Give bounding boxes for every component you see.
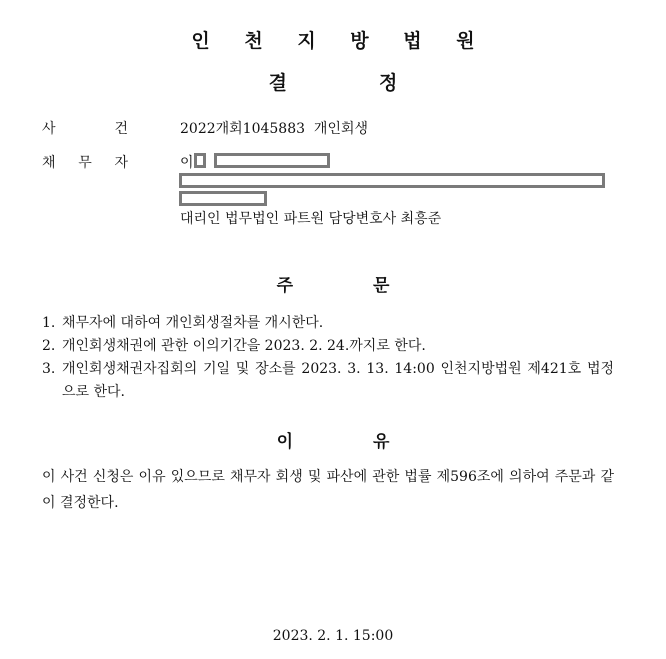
decision-date: 2023. 2. 1. 15:00	[272, 628, 394, 644]
reason-text: 이 사건 신청은 이유 있으므로 채무자 회생 및 파산에 관한 법률 제596조에 의하여 주문과 같이 결정한다.	[42, 469, 614, 511]
debtor-agent: 대리인 법무법인 파트원 담당변호사 최흥준	[180, 211, 442, 227]
debtor-name-visible: 이	[180, 155, 194, 171]
order-heading-char: 주	[276, 276, 293, 296]
order-heading-char: 문	[373, 276, 390, 296]
case-label	[42, 118, 128, 138]
debtor-label	[42, 152, 128, 172]
debtor-label-char: 무	[78, 155, 92, 171]
debtor-label-char: 자	[114, 155, 128, 171]
document-type-char: 결	[268, 72, 287, 94]
document-type-heading	[0, 68, 666, 95]
order-list	[42, 312, 614, 404]
reason-heading-char: 이	[276, 432, 293, 452]
redaction-box	[194, 153, 206, 168]
list-item	[42, 358, 614, 404]
order-heading	[0, 271, 666, 296]
list-item-text: 개인회생채권에 관한 이의기간을 2023. 2. 24.까지로 한다.	[62, 338, 426, 354]
list-item-text: 채무자에 대하여 개인회생절차를 개시한다.	[62, 315, 324, 331]
case-number: 2022개회1045883 개인회생	[180, 121, 369, 137]
redaction-box	[179, 173, 605, 188]
list-item-text: 개인회생채권자집회의 기일 및 장소를 2023. 3. 13. 14:00 인천지방법원 제421호 법정으로 한다.	[62, 361, 614, 400]
list-item-number: 2.	[42, 338, 56, 354]
reason-heading	[0, 427, 666, 452]
redaction-box	[179, 191, 267, 206]
list-item	[42, 312, 614, 335]
debtor-label-char: 채	[42, 155, 56, 171]
court-title: 인 천 지 방 법 원	[191, 30, 489, 52]
case-label-char: 건	[114, 121, 128, 137]
list-item	[42, 335, 614, 358]
list-item-number: 3.	[42, 361, 56, 377]
document-type-char: 정	[379, 72, 398, 94]
redaction-box	[214, 153, 330, 168]
list-item-number: 1.	[42, 315, 56, 331]
reason-heading-char: 유	[373, 432, 390, 452]
case-label-char: 사	[42, 121, 56, 137]
